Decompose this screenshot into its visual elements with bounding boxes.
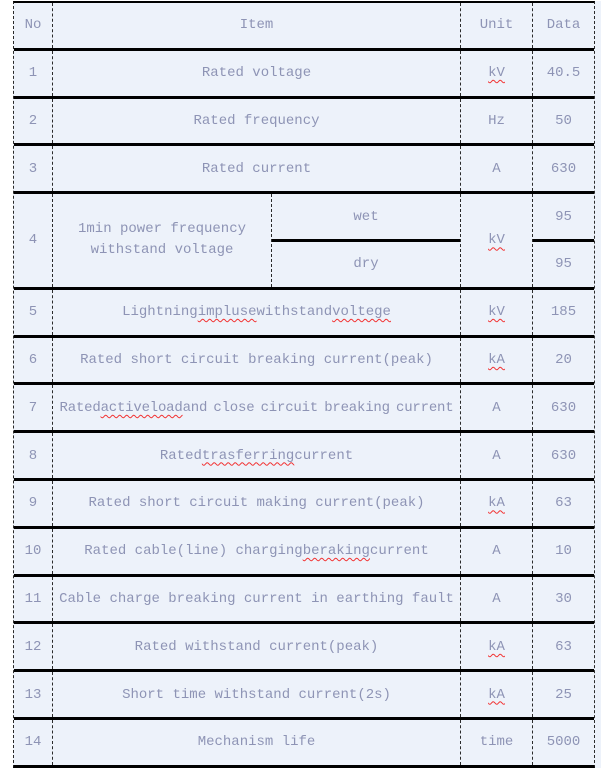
- unit-text: Hz: [488, 112, 505, 129]
- row-item: [53, 577, 461, 622]
- row-unit: [461, 194, 533, 287]
- row-subconditions: [272, 194, 461, 287]
- row-no: 5: [14, 290, 53, 335]
- item-text: Rated short circuit making current(peak): [88, 495, 425, 512]
- row-no: 4: [14, 194, 53, 287]
- unit-text: kA: [488, 686, 505, 703]
- row-item: [53, 481, 461, 526]
- row-item: [53, 99, 461, 144]
- header-cell-unit: Unit: [461, 3, 533, 48]
- unit-text: kV: [488, 232, 505, 249]
- item-text: Short time withstand current(2s): [122, 686, 391, 703]
- row-no: 7: [14, 385, 53, 430]
- item-text: current: [294, 447, 354, 464]
- row-item: [53, 51, 461, 96]
- item-line-1: 1min power frequency: [77, 221, 247, 238]
- row-data: 50: [555, 112, 572, 129]
- subrow-dry-label: dry: [353, 256, 379, 273]
- item-text-misspelled: trasferring: [201, 447, 295, 464]
- row-data: 10: [555, 543, 572, 560]
- item-text: withstand: [256, 304, 333, 321]
- row-unit: [461, 51, 533, 96]
- row-item: [53, 385, 461, 430]
- row-item: [53, 433, 461, 478]
- row-item: [53, 672, 461, 717]
- table-row-8: [14, 433, 594, 478]
- table-row-5: [14, 290, 594, 335]
- unit-text: kA: [488, 638, 505, 655]
- table-row-7: [14, 385, 594, 430]
- item-text-misspelled: activeload: [100, 399, 183, 416]
- row-unit: [461, 99, 533, 144]
- row-data: 63: [555, 495, 572, 512]
- item-text: Rated: [59, 399, 101, 416]
- row-unit: [461, 481, 533, 526]
- row-no: 11: [14, 577, 53, 622]
- row-data: 5000: [546, 734, 581, 751]
- table-row-12: [14, 624, 594, 669]
- item-text-misspelled: beraking: [302, 543, 370, 560]
- unit-text: kV: [488, 65, 505, 82]
- row-no: 8: [14, 433, 53, 478]
- row-data: 20: [555, 351, 572, 368]
- row-item: [53, 720, 461, 765]
- row-item: [53, 146, 461, 191]
- row-unit: [461, 290, 533, 335]
- data-wet-value: 95: [555, 208, 572, 225]
- row-item: [53, 624, 461, 669]
- row-data: 630: [550, 160, 577, 177]
- unit-text: A: [492, 590, 501, 607]
- row-unit: [461, 385, 533, 430]
- unit-text: kA: [488, 495, 505, 512]
- row-data: 185: [550, 304, 577, 321]
- row-no: 12: [14, 624, 53, 669]
- row-data: 630: [550, 399, 577, 416]
- item-text: Mechanism life: [197, 734, 316, 751]
- row-item: [53, 338, 461, 383]
- table-row-14: [14, 720, 594, 765]
- row-item: [53, 529, 461, 574]
- unit-text: A: [492, 160, 501, 177]
- header-cell-item: Item: [53, 3, 461, 48]
- table-row-9: [14, 481, 594, 526]
- item-text-misspelled: voltege: [332, 304, 391, 321]
- row-no: 10: [14, 529, 53, 574]
- unit-text: kV: [488, 304, 505, 321]
- item-text: Rated withstand current(peak): [134, 638, 379, 655]
- row-no: 2: [14, 99, 53, 144]
- table-row-3: [14, 146, 594, 191]
- row-data: 40.5: [546, 65, 581, 82]
- row-no: 1: [14, 51, 53, 96]
- unit-text: kA: [488, 351, 505, 368]
- row-item: [53, 290, 461, 335]
- unit-text: A: [492, 543, 501, 560]
- row-no: 6: [14, 338, 53, 383]
- table-row-2: [14, 99, 594, 144]
- header-cell-no: No: [14, 3, 53, 48]
- table-row-4: [14, 194, 594, 287]
- table-row-11: [14, 577, 594, 622]
- table-row-1: [14, 51, 594, 96]
- subrow-wet-label: wet: [353, 208, 379, 225]
- row-data: 630: [550, 447, 577, 464]
- row-unit: [461, 577, 533, 622]
- item-line-2: withstand voltage: [90, 242, 234, 259]
- row-no: 13: [14, 672, 53, 717]
- item-text-misspelled: impluse: [197, 304, 257, 321]
- item-text: Rated voltage: [201, 65, 312, 82]
- item-text: Rated short circuit breaking current(peak): [80, 351, 433, 368]
- header-cell-data: Data: [546, 17, 581, 34]
- row-unit: [461, 529, 533, 574]
- row-unit: [461, 338, 533, 383]
- row-data-split: [533, 194, 594, 287]
- row-unit: [461, 672, 533, 717]
- row-unit: [461, 624, 533, 669]
- row-item: [53, 194, 272, 287]
- row-data: 63: [555, 638, 572, 655]
- row-data: 25: [555, 686, 572, 703]
- spec-table: [13, 1, 601, 768]
- item-text: Rated cable(line) charging: [84, 543, 303, 560]
- row-data: 30: [555, 590, 572, 607]
- item-text: and close circuit breaking current: [182, 399, 454, 416]
- item-text: Lightning: [122, 304, 198, 321]
- row-unit: [461, 720, 533, 765]
- row-no: 3: [14, 146, 53, 191]
- header-row: [14, 3, 594, 48]
- table-row-6: [14, 338, 594, 383]
- item-text: Cable charge breaking current in earthing fault: [59, 590, 454, 607]
- item-text: Rated current: [201, 160, 312, 177]
- row-no: 9: [14, 481, 53, 526]
- item-text: Rated frequency: [193, 112, 320, 129]
- data-dry-value: 95: [555, 256, 572, 273]
- row-no: 14: [14, 720, 53, 765]
- row-unit: [461, 146, 533, 191]
- unit-text: A: [492, 447, 501, 464]
- item-text: Rated: [159, 447, 202, 464]
- unit-text: time: [479, 734, 514, 751]
- item-text: current: [369, 543, 429, 560]
- table-row-13: [14, 672, 594, 717]
- unit-text: A: [492, 399, 501, 416]
- row-unit: [461, 433, 533, 478]
- spec-table-grid: [13, 1, 595, 768]
- table-row-10: [14, 529, 594, 574]
